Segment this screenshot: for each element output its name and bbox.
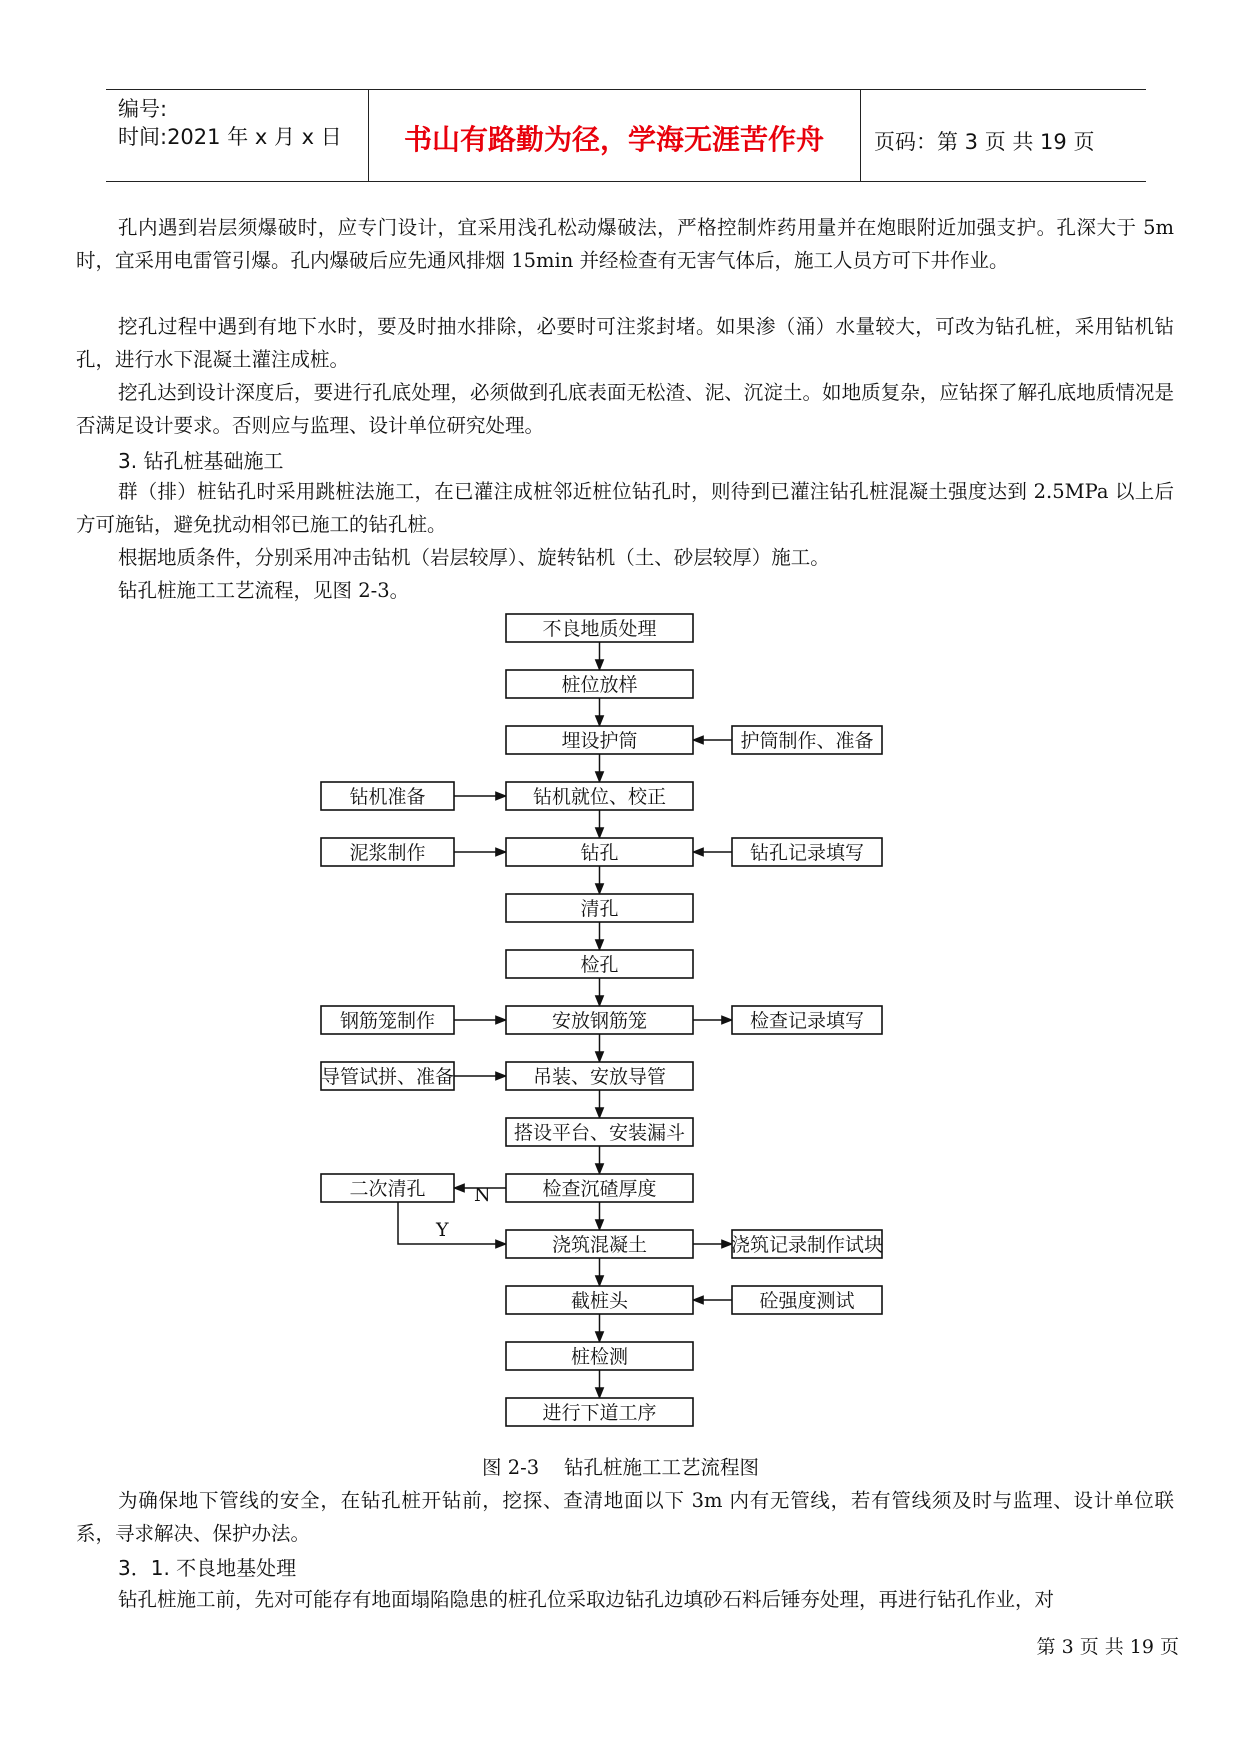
paragraph-group-piles: 群（排）桩钻孔时采用跳桩法施工，在已灌注成桩邻近桩位钻孔时，则待到已灌注钻孔桩混凝土强度达到 2.5MPa 以上后方可施钻，避免扰动相邻已施工的钻孔桩。 <box>76 480 1174 536</box>
flow-right-step-3 <box>731 1230 883 1258</box>
flow-main-step-5 <box>506 894 693 922</box>
header-page-label: 页码：第 3 页 共 19 页 <box>874 130 1095 154</box>
flow-left-step-0-label: 钻机准备 <box>349 786 426 808</box>
flow-right-step-2-label: 检查记录填写 <box>749 1010 865 1032</box>
paragraph-flow-reference: 钻孔桩施工工艺流程，见图 2-3。 <box>118 579 410 602</box>
flow-right-step-1 <box>732 838 882 866</box>
paragraph-pipelines: 为确保地下管线的安全，在钻孔桩开钻前，挖探、查清地面以下 3m 内有无管线，若有管线须及时与监理、设计单位联系，寻求解决、保护办法。 <box>76 1489 1174 1545</box>
flow-main-step-4-label: 钻孔 <box>580 842 619 864</box>
flow-main-step-6-label: 检孔 <box>580 954 619 976</box>
paragraph-groundwater: 挖孔过程中遇到有地下水时，要及时抽水排除，必要时可注浆封堵。如果渗（涌）水量较大，可改为钻孔桩，采用钻机钻孔，进行水下混凝土灌注成桩。 <box>76 315 1174 371</box>
flow-left-step-3-label: 导管试拼、准备 <box>320 1066 455 1088</box>
paragraph-rig-selection: 根据地质条件，分别采用冲击钻机（岩层较厚）、旋转钻机（土、砂层较厚）施工。 <box>118 546 830 569</box>
flow-main-step-2-label: 埋设护筒 <box>561 730 638 752</box>
flow-main-step-10-label: 检查沉碴厚度 <box>542 1178 657 1200</box>
flow-label-yes: Y <box>436 1219 449 1241</box>
flow-main-step-0 <box>506 614 693 642</box>
flow-arrow-yes <box>398 1202 506 1244</box>
flow-right-step-3-label: 浇筑记录制作试块 <box>730 1234 884 1256</box>
flow-main-step-7 <box>506 1006 693 1034</box>
subsection-heading: 3．1. 不良地基处理 <box>118 1556 297 1580</box>
flow-main-step-9 <box>506 1118 693 1146</box>
flow-main-step-14 <box>506 1398 693 1426</box>
flow-main-step-8 <box>506 1062 693 1090</box>
flow-main-step-13 <box>506 1342 693 1370</box>
paragraph-poor-ground: 钻孔桩施工前，先对可能存有地面塌陷隐患的桩孔位采取边钻孔边填砂石料后锤夯处理，再进行钻孔作业，对 <box>118 1588 1055 1611</box>
flow-right-step-1-label: 钻孔记录填写 <box>749 842 865 864</box>
flow-main-step-3-label: 钻机就位、校正 <box>532 786 667 808</box>
paragraph-hole-bottom: 挖孔达到设计深度后，要进行孔底处理，必须做到孔底表面无松渣、泥、沉淀土。如地质复杂，应钻探了解孔底地质情况是否满足设计要求。否则应与监理、设计单位研究处理。 <box>76 381 1174 437</box>
flow-main-step-11 <box>506 1230 693 1258</box>
flow-main-step-1 <box>506 670 693 698</box>
paragraph-blasting: 孔内遇到岩层须爆破时，应专门设计，宜采用浅孔松动爆破法，严格控制炸药用量并在炮眼附近加强支护。孔深大于 5m 时，宜采用电雷管引爆。孔内爆破后应先通风排烟 15min 并经检查有无害气体后，施工人员方可下井作业。 <box>76 216 1174 272</box>
flow-main-step-7-label: 安放钢筋笼 <box>551 1010 648 1032</box>
header-motto: 书山有路勤为径，学海无涯苦作舟 <box>403 123 824 156</box>
flow-main-step-3 <box>506 782 693 810</box>
flow-left-step-2-label: 钢筋笼制作 <box>339 1010 436 1032</box>
flow-main-step-8-label: 吊装、安放导管 <box>532 1066 667 1088</box>
flow-main-step-4 <box>506 838 693 866</box>
flow-left-step-0 <box>321 782 454 810</box>
flow-main-step-2 <box>506 726 693 754</box>
flow-right-step-0-label: 护筒制作、准备 <box>740 730 874 752</box>
flow-right-step-4-label: 砼强度测试 <box>759 1290 855 1312</box>
figure-caption: 图 2-3 钻孔桩施工工艺流程图 <box>482 1456 759 1479</box>
flow-left-step-1-label: 泥浆制作 <box>349 842 426 864</box>
flow-main-step-6 <box>506 950 693 978</box>
flow-label-no: N <box>474 1184 491 1206</box>
flow-main-step-1-label: 桩位放样 <box>561 674 638 696</box>
flow-main-step-10 <box>506 1174 693 1202</box>
flow-main-step-12 <box>506 1286 693 1314</box>
header-time-label: 时间:2021 年 x 月 x 日 <box>118 125 342 149</box>
flow-left-step-2 <box>321 1006 454 1034</box>
flow-main-step-5-label: 清孔 <box>580 898 619 920</box>
flow-left-step-4 <box>321 1174 454 1202</box>
flow-main-step-12-label: 截桩头 <box>570 1290 629 1312</box>
flow-main-step-0-label: 不良地质处理 <box>542 618 657 640</box>
flow-left-step-4-label: 二次清孔 <box>349 1178 426 1200</box>
flow-left-step-3 <box>321 1062 454 1090</box>
page-footer: 第 3 页 共 19 页 <box>1036 1636 1179 1658</box>
section-heading: 3. 钻孔桩基础施工 <box>118 449 284 473</box>
header-number-label: 编号: <box>118 97 168 121</box>
flow-left-step-1 <box>321 838 454 866</box>
flow-right-step-2 <box>732 1006 882 1034</box>
flow-main-step-9-label: 搭设平台、安装漏斗 <box>513 1122 686 1144</box>
flow-main-step-14-label: 进行下道工序 <box>542 1402 657 1424</box>
flow-right-step-0 <box>732 726 882 754</box>
flow-main-step-11-label: 浇筑混凝土 <box>551 1234 648 1256</box>
flow-main-step-13-label: 桩检测 <box>570 1346 629 1368</box>
flow-right-step-4 <box>732 1286 882 1314</box>
